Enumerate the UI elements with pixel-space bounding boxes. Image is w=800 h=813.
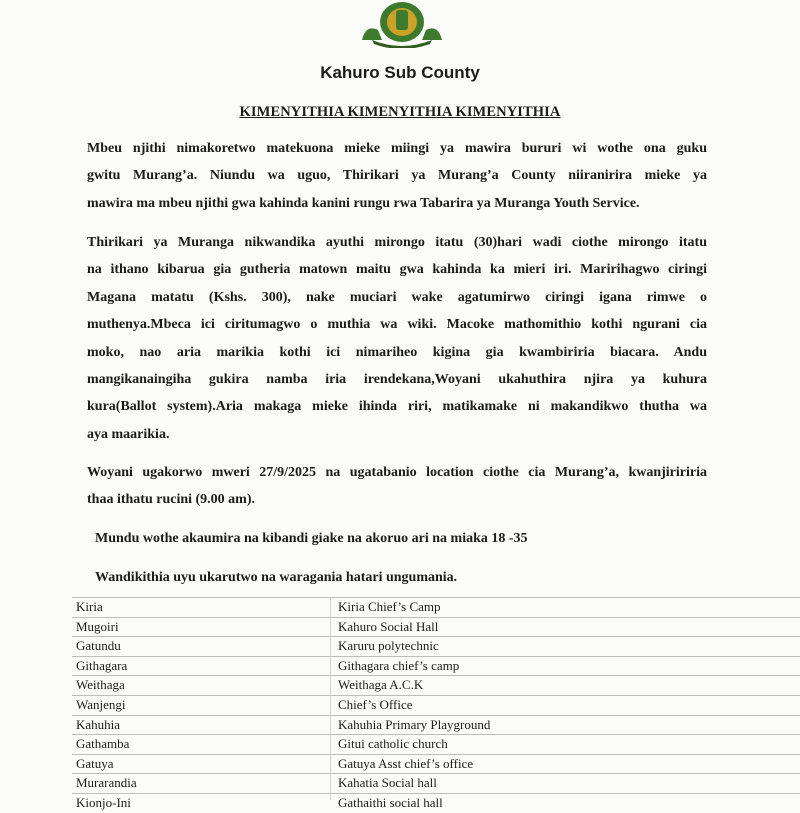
notice-heading: KIMENYITHIA KIMENYITHIA KIMENYITHIA (239, 104, 561, 120)
venue-name: Kiria Chief’s Camp (338, 599, 441, 614)
text-line: Magana matatu (Kshs. 300), nake muciari wake agatumirwo ciringi igana rimwe o (87, 289, 707, 305)
ward-name: Kionjo-Ini (76, 794, 131, 810)
table-row (72, 597, 800, 617)
ward-name: Murarandia (76, 775, 137, 791)
venue-name: Chief’s Office (338, 696, 413, 712)
venue-name: Gatuya Asst chief’s office (338, 755, 474, 771)
venue-name: Karuru polytechnic (338, 638, 439, 654)
text-line: gwitu Murang’a. Niundu wa uguo, Thirikari ya Murang’a County niiranirira mieke ya (87, 168, 707, 184)
venue-name: Weithaga A.C.K (338, 677, 424, 693)
text-line: aya maarikia. (87, 426, 170, 442)
page-title: Kahuro Sub County (320, 63, 480, 82)
ward-name: Kiria (76, 599, 103, 614)
locations-table (72, 597, 800, 813)
ward-name: Wanjengi (76, 696, 126, 712)
table-row (72, 636, 800, 656)
ward-name: Githagara (76, 657, 128, 673)
venue-name: Gitui catholic church (338, 736, 448, 752)
ward-name: Gatundu (76, 638, 121, 654)
ward-name: Weithaga (76, 677, 125, 693)
text-line: moko, nao aria marikia kothi ici nimariheo kigina gia kwambiriria biacara. Andu (87, 344, 707, 360)
text-line: kura(Ballot system).Aria makaga mieke ihinda riri, matikamake ni makandikwo thutha wa (87, 399, 707, 415)
text-line: mangikanaingiha gukira namba iria irendekana,Woyani ukahuthira njira ya kuhura (87, 372, 707, 388)
ward-name: Gatuya (76, 755, 114, 771)
paragraph-details (87, 229, 707, 448)
free-of-charge-note: Wandikithia uyu ukarutwo na waragania hatari ungumania. (95, 570, 458, 585)
table-row (72, 715, 800, 735)
table-row (72, 793, 800, 813)
requirement-note: Mundu wothe akaumira na kibandi giake na akoruo ari na miaka 18 -35 (95, 531, 528, 546)
table-row (72, 675, 800, 695)
ward-name: Mugoiri (76, 618, 119, 634)
text-line: thaa ithatu rucini (9.00 am). (87, 492, 255, 508)
venue-name: Githagara chief’s camp (338, 657, 460, 673)
venue-name: Kahuro Social Hall (338, 618, 439, 634)
text-line: Thirikari ya Muranga nikwandika ayuthi mirongo itatu (30)hari wadi ciothe mirongo itatu (87, 235, 707, 250)
table-row (72, 695, 800, 715)
table-row (72, 656, 800, 676)
table-row (72, 754, 800, 774)
text-line: na ithano kibarua gia gutheria matown maitu gwa kahinda ka mieri iri. Maririhagwo ciringi (87, 262, 707, 278)
venue-name: Kahatia Social hall (338, 775, 437, 791)
table-row (72, 734, 800, 754)
text-line: Woyani ugakorwo mweri 27/9/2025 na ugatabanio location ciothe cia Murang’a, kwanjiririria (87, 465, 707, 480)
venue-name: Gathaithi social hall (338, 794, 443, 810)
ward-name: Kahuhia (76, 716, 121, 732)
paragraph-intro (87, 135, 707, 217)
table-row (72, 773, 800, 793)
text-line: mawira ma mbeu njithi gwa kahinda kanini rungu rwa Tabarira ya Muranga Youth Service. (87, 195, 640, 211)
table-row (72, 617, 800, 637)
ward-name: Gathamba (76, 736, 130, 752)
venue-name: Kahuhia Primary Playground (338, 716, 491, 732)
text-line: muthenya.Mbeca ici ciritumagwo o muthia wa wiki. Macoke mathomithio kothi ngurani cia (87, 317, 707, 333)
text-line: Mbeu njithi nimakoretwo matekuona mieke miingi ya mawira bururi wi wothe ona guku (87, 141, 707, 156)
county-coat-of-arms-logo (352, 0, 452, 48)
paragraph-date (87, 459, 707, 514)
